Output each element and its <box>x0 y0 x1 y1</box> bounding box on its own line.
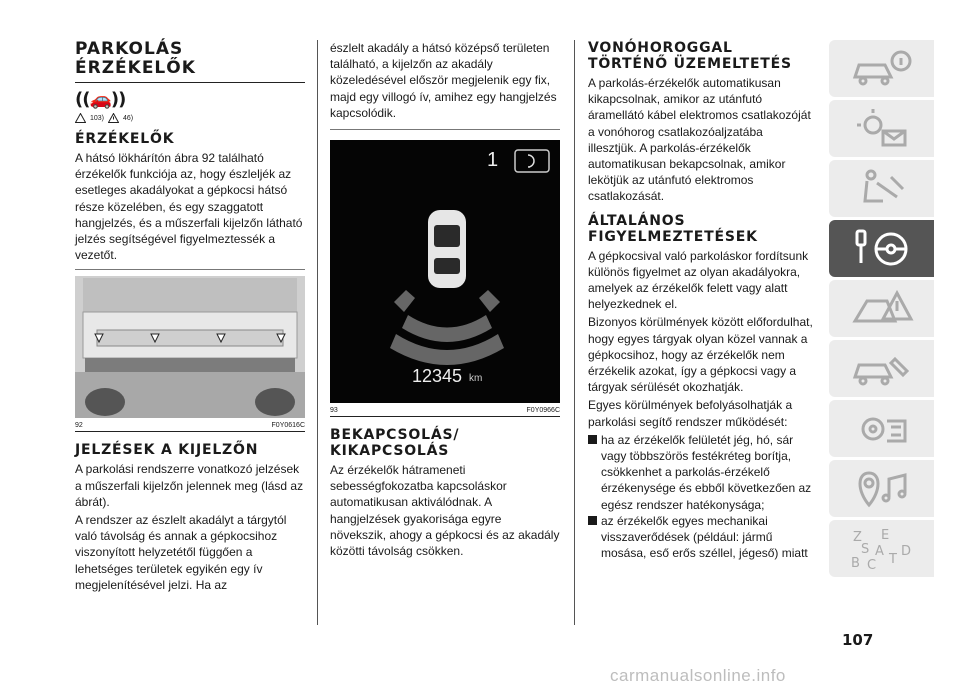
seat-airbag-icon <box>847 167 917 211</box>
caution-triangle-icon <box>108 113 119 123</box>
index-letter: A <box>874 543 884 559</box>
multimedia-icon <box>847 467 917 511</box>
bullet-item-1: ha az érzékelők felületét jég, hó, sár vagy többszörös festékréteg borítja, csökkenhet a parkolás-érzékelő érzékenysége és ebből következően az egész rendszer hatékonysága; <box>588 432 813 513</box>
warning-lights-icon <box>847 107 917 151</box>
figure-92-code: F0Y0616C <box>271 422 305 430</box>
section-title-general-line2: FIGYELMEZTETÉSEK <box>588 228 758 245</box>
tab-maintenance[interactable] <box>829 340 934 397</box>
figure-93-code: F0Y0966C <box>526 407 560 415</box>
page-number: 107 <box>842 631 874 649</box>
warning-ref-b: 46) <box>123 114 134 122</box>
column-2 <box>330 40 560 561</box>
bullet-square-icon <box>588 516 597 525</box>
paragraph-general-3: Egyes körülmények befolyásolhatják a parkolási segítő rendszer működését: <box>588 398 793 429</box>
section-title-display: JELZÉSEK A KIJELZŐN <box>75 442 259 459</box>
section-title-onoff-line1: BEKAPCSOLÁS/ <box>330 427 460 444</box>
figure-rule-2 <box>330 129 560 130</box>
column-divider-2 <box>574 40 575 625</box>
warning-ref-a: 103) <box>90 114 105 122</box>
paragraph-display-detail: A rendszer az észlelt akadályt a tárgytól való távolság és annak a gépkocsihoz viszonyított helyzetétől függően a lehetséges területek egyikén egy ív megjelenítésével jelzi. Ha az <box>75 513 287 592</box>
tab-seat-airbag[interactable] <box>829 160 934 217</box>
index-letter: B <box>850 555 860 571</box>
paragraph-display-intro: A parkolási rendszerre vonatkozó jelzések a műszerfali kijelzőn jelennek meg (lásd az ábrát). <box>75 462 304 509</box>
index-letter: E <box>880 527 889 543</box>
rear-bumper-illustration <box>75 276 305 418</box>
figure-93-dashboard-display <box>330 140 560 403</box>
caption-rule <box>75 431 305 432</box>
figure-92-rear-bumper <box>75 276 305 418</box>
figure-rule <box>75 269 305 270</box>
section-title-general-line1: ÁLTALÁNOS <box>588 212 686 229</box>
index-letter: Z <box>852 529 862 545</box>
car-info-icon <box>847 47 917 91</box>
odometer-value: 12345 <box>412 366 463 387</box>
tab-emergency[interactable] <box>829 280 934 337</box>
index-letter: T <box>888 551 897 567</box>
column-divider-1 <box>317 40 318 625</box>
section-title-towbar-line1: VONÓHOROGGAL <box>588 40 733 56</box>
main-title-line2: ÉRZÉKELŐK <box>75 58 196 78</box>
index-letter: D <box>900 543 911 559</box>
figure-93-caption <box>330 407 560 414</box>
section-title-sensors: ÉRZÉKELŐK <box>75 131 175 147</box>
tab-car-info[interactable] <box>829 40 934 97</box>
tab-multimedia[interactable] <box>829 460 934 517</box>
watermark-text: carmanualsonline.info <box>610 666 786 683</box>
warning-triangle-icon <box>75 113 86 123</box>
column-3 <box>588 40 813 561</box>
bullet-item-2: az érzékelők egyes mechanikai visszaverődések (például: jármű mosása, eső erős széllel, jégeső) miatt <box>588 513 813 562</box>
figure-92-caption <box>75 422 305 429</box>
tab-technical-specs[interactable] <box>829 400 934 457</box>
tab-starting-driving[interactable] <box>829 220 934 277</box>
chapter-tabs <box>829 40 934 580</box>
paragraph-general-1: A gépkocsival való parkoláskor fordítsunk különös figyelmet az olyan akadályokra, amelyek az érzékelők felett vagy alatt helyezkednek el. <box>588 248 809 312</box>
index-letter: C <box>866 557 876 571</box>
odometer-unit: km <box>469 373 483 385</box>
bullet-square-icon <box>588 435 597 444</box>
parking-sensor-symbol-icon: ((🚗)) <box>75 89 126 110</box>
figure-93-number: 93 <box>330 407 338 415</box>
paragraph-sensors: A hátsó lökhárítón ábra 92 található érzékelők funkciója az, hogy észleljék az esetleges akadályokat a gépkocsi hátsó része közelében, és egy szaggatott hangjelzés, és a műszerfali kijelzőn látható jelzés segítségével figyelmeztessék a vezetőt. <box>75 151 303 263</box>
title-rule <box>75 82 305 83</box>
tab-warning-lights[interactable] <box>829 100 934 157</box>
paragraph-general-2: Bizonyos körülmények között előfordulhat, hogy egyes tárgyak olyan közel vannak a gépkocsihoz, hogy az érzékelők nem érzékelik azokat, így a gépkocsi vagy a tárgyak sérülését okozhatják. <box>588 315 813 395</box>
index-letter: S <box>860 541 869 557</box>
maintenance-car-icon <box>847 347 917 391</box>
paragraph-onoff: Az érzékelők hátrameneti sebességfokozatba kapcsoláskor automatikusan aktiválódnak. A hangjelzések gyakorisága egyre növekszik, ahogy a gépkocsi és az akadály közötti távolság csökken. <box>330 463 560 559</box>
parking-display-illustration <box>330 140 560 403</box>
tab-index[interactable] <box>829 520 934 577</box>
caption-rule-2 <box>330 416 560 417</box>
paragraph-obstacle-center: észlelt akadály a hátsó középső területen található, a kijelzőn az akadály közeledésével először megjelenik egy fix, majd egy villogó ív, amihez egy hangjelzés kapcsolódik. <box>330 41 557 120</box>
warning-references <box>75 113 305 123</box>
gear-indicator: 1 <box>487 149 499 172</box>
index-icon <box>847 527 917 571</box>
key-steering-wheel-icon <box>847 227 917 271</box>
figure-92-number: 92 <box>75 422 83 430</box>
technical-specs-icon <box>847 407 917 451</box>
paragraph-towbar: A parkolás-érzékelők automatikusan kikapcsolnak, amikor az utánfutó áramellátó kábel elektromos csatlakozóját a vonóhorog csatlakozóaljzatába illesztjük. A parkolás-érzékelők automatikusan bekapcsolnak, amikor lekötjük az utánfutó elektromos csatlakozását. <box>588 76 811 204</box>
main-title-line1: PARKOLÁS <box>75 39 184 59</box>
column-1 <box>75 40 305 595</box>
section-title-towbar-line2: TÖRTÉNŐ ÜZEMELTETÉS <box>588 56 792 72</box>
section-title-onoff-line2: KIKAPCSOLÁS <box>330 443 450 460</box>
emergency-triangle-icon <box>847 287 917 331</box>
